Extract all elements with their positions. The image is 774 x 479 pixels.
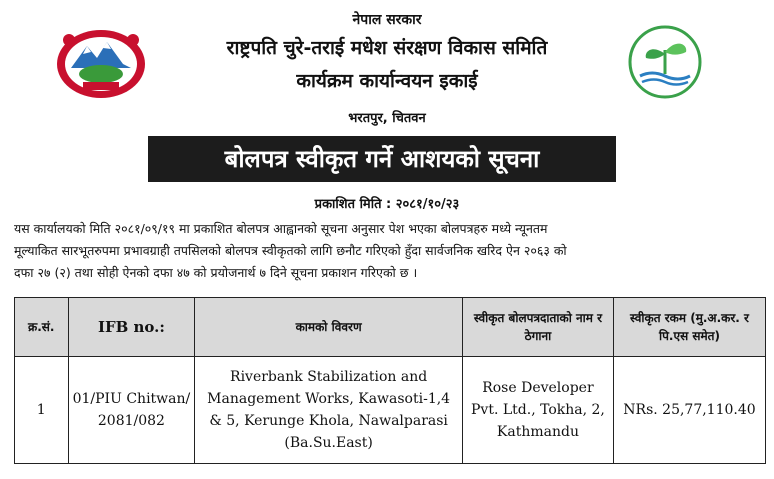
award-table bbox=[14, 297, 766, 464]
cell-amount: NRs. 25,77,110.40 bbox=[613, 357, 765, 464]
header-sn: क्र.सं. bbox=[15, 298, 69, 357]
cell-ifb: 01/PIU Chitwan/ 2081/082 bbox=[68, 357, 195, 464]
header-amount: स्वीकृत रकम (मु.अ.कर. र पि.एस समेत) bbox=[613, 298, 765, 357]
cell-work: Riverbank Stabilization and Management Works, Kawasoti-1,4 & 5, Kerunge Khola, Nawalparasi (Ba.Su.East) bbox=[195, 357, 463, 464]
organization-name: राष्ट्रपति चुरे-तराई मधेश संरक्षण विकास समिति bbox=[226, 37, 548, 59]
government-name: नेपाल सरकार bbox=[352, 12, 422, 28]
cell-sn: 1 bbox=[15, 357, 69, 464]
notice-body-line: दफा २७ (२) तथा सोही ऐनको दफा ४७ को प्रयोजनार्थ ७ दिने सूचना प्रकाशन गरिएको छ । bbox=[14, 265, 418, 280]
cell-vendor: Rose Developer Pvt. Ltd., Tokha, 2, Kathmandu bbox=[462, 357, 613, 464]
notice-body-line: यस कार्यालयको मिति २०८१/०९/१९ मा प्रकाशित बोलपत्र आह्वानको सूचना अनुसार पेश भएका बोलपत्रहरु मध्ये न्यूनतम bbox=[14, 221, 548, 236]
unit-name: कार्यक्रम कार्यान्वयन इकाई bbox=[296, 70, 478, 92]
office-location: भरतपुर, चितवन bbox=[348, 111, 426, 126]
notice-body-line: मूल्याकित सारभूतरुपमा प्रभावग्राही तपसिलको बोलपत्र स्वीकृतको लागि छनौट गरिएको हुँदा सार्वजनिक खरिद ऐन २०६३ को bbox=[14, 243, 567, 258]
table-header-row bbox=[15, 298, 766, 357]
header-vendor: स्वीकृत बोलपत्रदाताको नाम र ठेगाना bbox=[462, 298, 613, 357]
notice-body bbox=[14, 218, 764, 284]
header-work: कामको विवरण bbox=[195, 298, 463, 357]
table-row bbox=[15, 357, 766, 464]
header-ifb: IFB no.: bbox=[68, 298, 195, 357]
published-date: प्रकाशित मिति : २०८१/१०/२३ bbox=[314, 197, 460, 212]
notice-title: बोलपत्र स्वीकृत गर्ने आशयको सूचना bbox=[148, 136, 616, 182]
